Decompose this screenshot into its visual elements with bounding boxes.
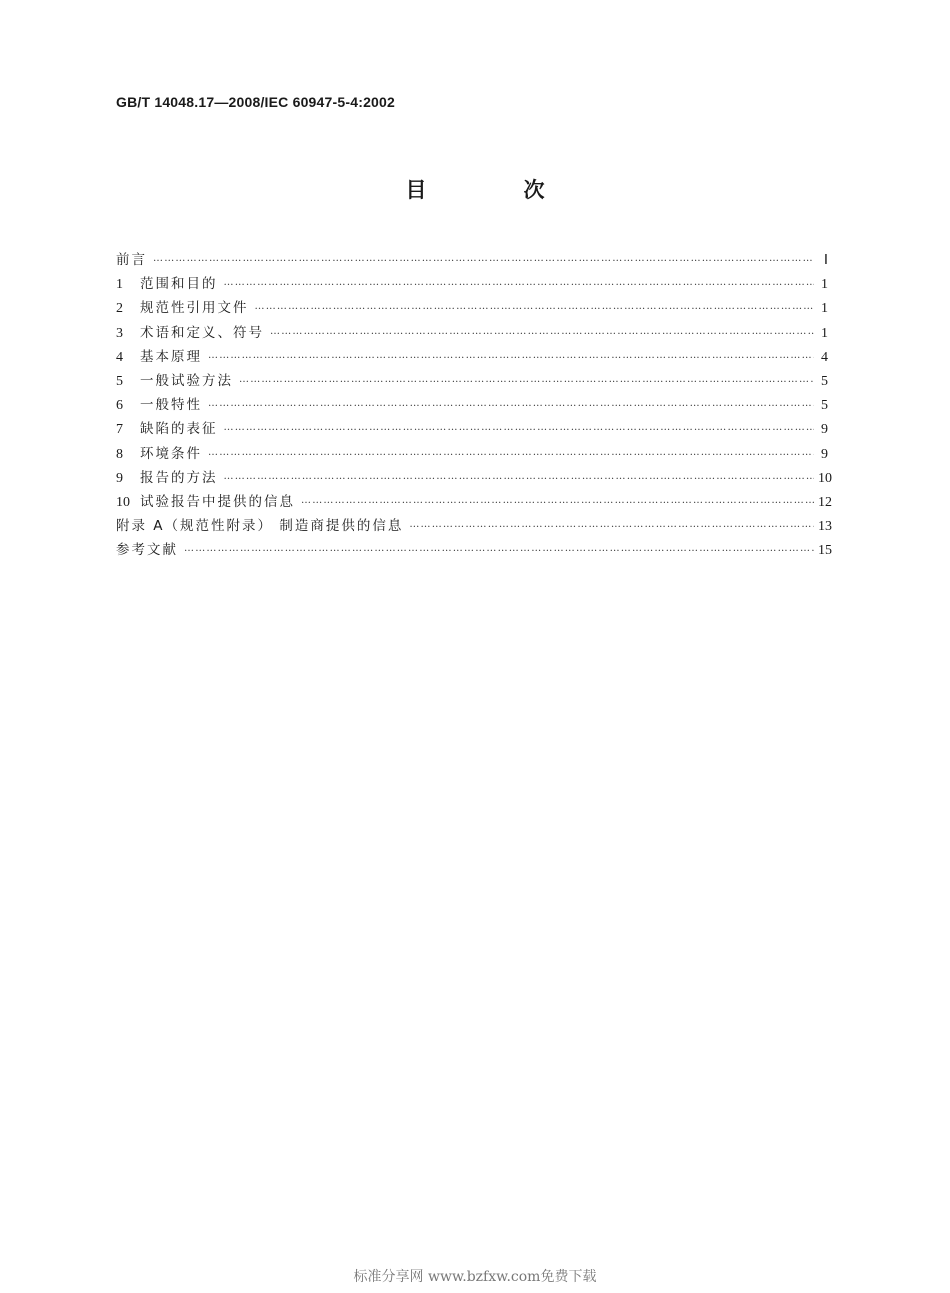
page-title: 目 次 (405, 178, 583, 202)
toc-entry-number: 7 (116, 422, 123, 438)
toc-entry-page: 5 (821, 373, 828, 389)
toc-leader-dots (409, 513, 814, 537)
toc-entry-page: 10 (818, 470, 832, 486)
toc-entry-label: 缺陷的表征 (140, 421, 218, 438)
toc-entry-bibliography[interactable] (116, 538, 832, 562)
toc-leader-dots (270, 320, 814, 344)
toc-entry-5[interactable] (116, 369, 828, 393)
toc-entry-number: 10 (116, 494, 130, 510)
toc-leader-dots (153, 247, 814, 271)
toc-entry-page: 9 (821, 422, 828, 438)
toc-entry-label: 规范性引用文件 (140, 300, 249, 317)
toc-entry-1[interactable] (116, 272, 828, 296)
toc-entry-page: 5 (821, 398, 828, 414)
toc-leader-dots (208, 344, 814, 368)
toc-entry-7[interactable] (116, 417, 828, 441)
toc-entry-4[interactable] (116, 345, 828, 369)
table-of-contents (116, 248, 832, 562)
toc-leader-dots (255, 295, 815, 319)
toc-entry-6[interactable] (116, 393, 828, 417)
toc-entry-label: 试验报告中提供的信息 (140, 493, 295, 510)
toc-entry-3[interactable] (116, 321, 828, 345)
toc-entry-label: 报告的方法 (140, 469, 218, 486)
toc-leader-dots (224, 271, 815, 295)
toc-entry-foreword[interactable] (116, 248, 828, 272)
document-code: GB/T 14048.17—2008/IEC 60947-5-4:2002 (116, 94, 396, 110)
toc-entry-label: 参考文献 (116, 542, 178, 559)
toc-entry-page: 13 (818, 519, 832, 535)
toc-entry-label: 基本原理 (140, 348, 202, 365)
toc-entry-label: 附录 A（规范性附录） 制造商提供的信息 (116, 518, 404, 535)
toc-leader-dots (184, 537, 814, 561)
toc-leader-dots (208, 441, 814, 465)
toc-entry-page: Ⅰ (823, 253, 828, 268)
toc-entry-2[interactable] (116, 296, 828, 320)
toc-leader-dots (224, 416, 815, 440)
toc-leader-dots (224, 465, 815, 489)
toc-entry-number: 8 (116, 446, 123, 462)
toc-entry-page: 12 (818, 494, 832, 510)
footer-watermark: 标准分享网 www.bzfxw.com免费下载 (353, 1269, 597, 1285)
toc-entry-page: 9 (821, 446, 828, 462)
toc-leader-dots (239, 368, 814, 392)
toc-leader-dots (301, 489, 814, 513)
toc-entry-page: 4 (821, 349, 828, 365)
toc-entry-label: 术语和定义、符号 (140, 324, 264, 341)
toc-entry-page: 1 (821, 301, 828, 317)
toc-entry-label: 一般试验方法 (140, 372, 233, 389)
toc-entry-10[interactable] (116, 490, 832, 514)
toc-entry-annex-a[interactable] (116, 514, 832, 538)
toc-leader-dots (208, 392, 814, 416)
toc-entry-8[interactable] (116, 442, 828, 466)
toc-entry-page: 1 (821, 277, 828, 293)
toc-entry-number: 9 (116, 470, 123, 486)
toc-entry-page: 1 (821, 325, 828, 341)
toc-entry-page: 15 (818, 543, 832, 559)
toc-entry-number: 4 (116, 349, 123, 365)
toc-entry-number: 2 (116, 301, 123, 317)
toc-entry-number: 3 (116, 325, 123, 341)
toc-entry-label: 前言 (116, 252, 147, 268)
toc-entry-number: 6 (116, 398, 123, 414)
toc-entry-label: 环境条件 (140, 445, 202, 462)
toc-entry-label: 一般特性 (140, 397, 202, 414)
toc-entry-9[interactable] (116, 466, 832, 490)
toc-entry-number: 1 (116, 277, 123, 293)
toc-entry-number: 5 (116, 373, 123, 389)
toc-entry-label: 范围和目的 (140, 276, 218, 293)
